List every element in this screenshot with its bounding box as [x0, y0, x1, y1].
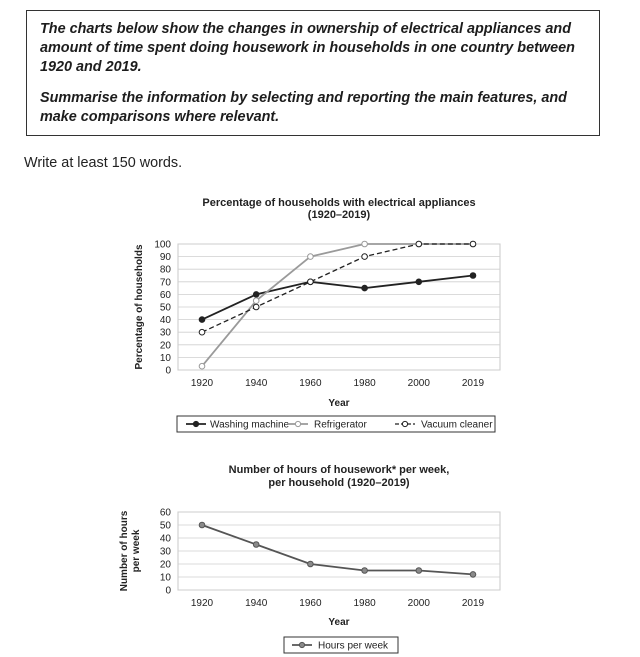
- chart2-x-axis-label: Year: [328, 617, 350, 628]
- chart1-y-tick-label: 50: [159, 302, 171, 314]
- chart1-y-tick-label: 30: [159, 327, 171, 339]
- chart2-x-tick-label: 1920: [190, 598, 214, 609]
- chart2-y-tick-label: 10: [159, 572, 171, 584]
- chart1-legend-refrigerator-label: Refrigerator: [314, 419, 367, 431]
- chart1-y-tick-label: 90: [159, 252, 171, 264]
- chart2-series-hours-per-week-point: [416, 568, 422, 574]
- chart2-y-tick-label: 50: [159, 520, 171, 532]
- chart2-series-hours-per-week-point: [470, 572, 476, 578]
- chart1-legend-washing-machine-marker: [193, 421, 198, 426]
- task-paragraph-2: Summarise the information by selecting and reporting the main features, and make comparisons where relevant.: [40, 90, 567, 125]
- chart2-legend-hours-per-week-marker: [299, 642, 304, 647]
- chart1-legend-vacuum-cleaner-marker: [402, 421, 407, 426]
- chart2-y-tick-label: 0: [165, 585, 171, 597]
- chart1-series-vacuum-cleaner-point: [199, 329, 205, 335]
- chart1-y-tick-label: 10: [159, 352, 171, 364]
- chart1-series-vacuum-cleaner-point: [416, 241, 422, 247]
- chart1-x-tick-label: 1920: [190, 378, 214, 389]
- chart1-y-tick-label: 20: [159, 340, 171, 352]
- chart2-series-hours-per-week-point: [362, 568, 368, 574]
- chart2-y-tick-label: 60: [159, 507, 171, 519]
- chart1-subtitle: (1920–2019): [307, 209, 371, 221]
- chart1-y-tick-label: 0: [165, 365, 171, 377]
- chart1-series-vacuum-cleaner-line: [202, 244, 473, 332]
- chart1-y-axis-label: Percentage of households: [134, 244, 145, 370]
- chart1-series-vacuum-cleaner-point: [308, 279, 314, 285]
- chart1-series-refrigerator-point: [362, 241, 368, 247]
- chart1-y-tick-label: 70: [159, 277, 171, 289]
- chart1-series-refrigerator-point: [199, 363, 205, 369]
- chart2-legend-hours-per-week-label: Hours per week: [318, 640, 389, 652]
- chart2-y-axis-label-line2: per week: [131, 529, 142, 573]
- chart1-series-refrigerator-point: [253, 298, 259, 304]
- chart2-y-tick-label: 30: [159, 546, 171, 558]
- chart1-x-tick-label: 2000: [407, 378, 430, 389]
- chart1-series-washing-machine-point: [470, 273, 476, 279]
- chart2-y-tick-label: 20: [159, 559, 171, 571]
- chart2-series-hours-per-week-point: [308, 561, 314, 567]
- chart2-y-axis-label-line1: Number of hours: [119, 510, 130, 592]
- chart2-series-hours-per-week-point: [253, 542, 259, 548]
- chart1-series-refrigerator-line: [202, 244, 473, 366]
- chart1-y-tick-label: 60: [159, 289, 171, 301]
- chart1-series-vacuum-cleaner-point: [470, 241, 476, 247]
- chart2-subtitle: per household (1920–2019): [268, 477, 410, 489]
- task-paragraph-1: The charts below show the changes in ownership of electrical appliances and amount of time spent doing housework in households in one country between 1920 and 2019.: [40, 21, 575, 75]
- chart2-x-tick-label: 1980: [353, 598, 376, 609]
- chart1-legend-refrigerator-marker: [295, 421, 300, 426]
- chart1-series-washing-machine-point: [416, 279, 422, 285]
- chart2-title: Number of hours of housework* per week,: [228, 464, 450, 476]
- chart1-x-tick-label: 1940: [245, 378, 268, 389]
- chart1-series-vacuum-cleaner-point: [362, 254, 368, 260]
- chart1-x-tick-label: 1980: [353, 378, 376, 389]
- chart1-x-tick-label: 2019: [461, 378, 485, 389]
- chart2-x-tick-label: 2019: [461, 598, 485, 609]
- chart1-y-tick-label: 100: [154, 239, 171, 251]
- chart1-series-washing-machine-point: [362, 285, 368, 291]
- chart2-series-hours-per-week-line: [202, 525, 473, 574]
- chart1-x-axis-label: Year: [328, 398, 350, 409]
- chart2-series-hours-per-week-point: [199, 522, 205, 528]
- chart1-series-washing-machine-point: [199, 317, 205, 323]
- chart1-legend-vacuum-cleaner-label: Vacuum cleaner: [421, 419, 493, 431]
- word-count-instruction: Write at least 150 words.: [24, 155, 183, 171]
- chart2-x-tick-label: 1940: [245, 598, 268, 609]
- chart1-series-vacuum-cleaner-point: [253, 304, 259, 310]
- chart2-x-tick-label: 2000: [407, 598, 430, 609]
- chart1-series-washing-machine-point: [253, 292, 259, 298]
- chart1-title: Percentage of households with electrical appliances: [202, 197, 476, 209]
- chart2-x-tick-label: 1960: [299, 598, 322, 609]
- chart1-y-tick-label: 80: [159, 264, 171, 276]
- chart1-y-tick-label: 40: [159, 315, 171, 327]
- chart1-legend-washing-machine-label: Washing machine: [210, 419, 290, 431]
- chart2-y-tick-label: 40: [159, 533, 171, 545]
- chart1-series-refrigerator-point: [308, 254, 314, 260]
- chart1-x-tick-label: 1960: [299, 378, 322, 389]
